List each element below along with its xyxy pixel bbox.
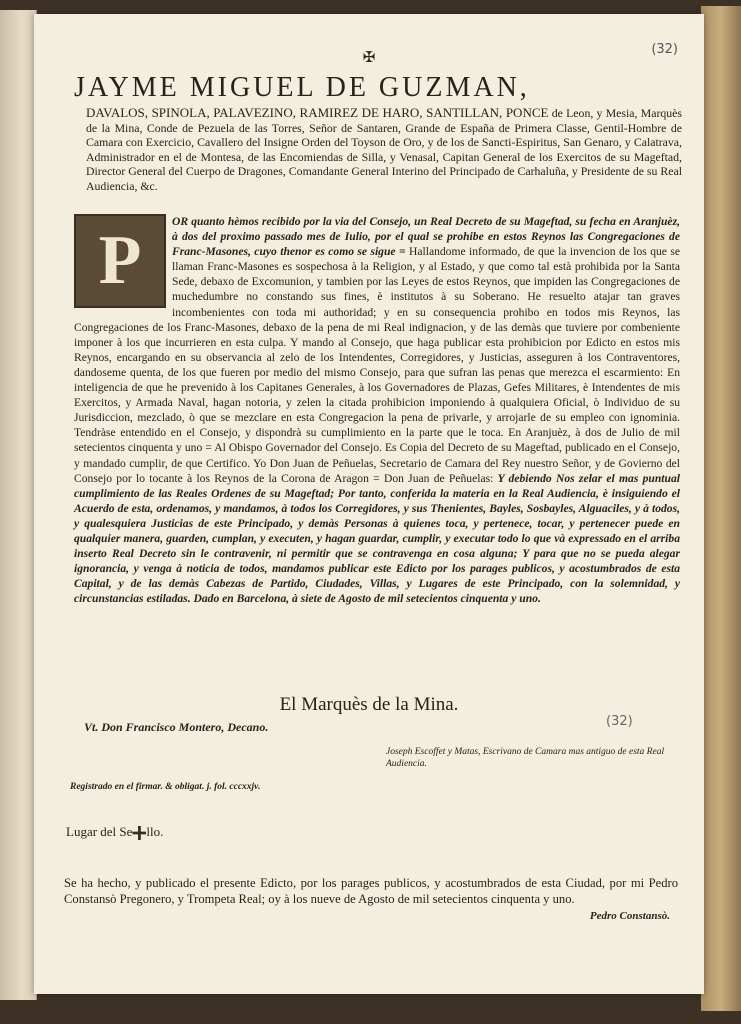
decorated-initial: P: [74, 214, 166, 308]
body-italic-close: Y debiendo Nos zelar el mas puntual cumplimiento de las Reales Ordenes de su Mageftad; Por tanto, conferida la materia en la Real Audiencia, è insiguiendo el Acuerdo de esta, ordenamos, y mandamos, à todos los Corregidores, y sus Thenientes, Bayles, Sosbayles, Alguaciles, y à todos, y qualesquiera Justicias de este Principado, y demàs Personas à quienes toca, y pertenece, tocar, y pertenecer puede en qualquier manera, guarden, cumplan, y executen, y hagan guardar, cumplir, y executar todo lo que và expressado en el arriba inserto Real Decreto sin le contravenir, ni permitir que se contravenga en cosa alguna; Y para que no se pueda alegar ignorancia, y venga à noticia de todos, mandamos publicar este Edicto por los parages publicos, y acostumbrados de esta Capital, y de las demàs Cabezas de Partido, Ciudades, Villas, y Lugares de este Principado, con la solemnidad, y circunstancias estiladas. Dado en Barcelona, à siete de Agosto de mil setecientos cinquenta y uno.: [74, 471, 680, 606]
book-edge-right: [701, 6, 741, 1011]
titles-rest: de Leon, y Mesia, Marquès de la Mina, Conde de Pezuela de las Torres, Señor de Santaren, Grande de España de Primera Classe, Gentil-Hombre de Camara con Exercicio, Cavallero del Insigne Orden del Toyson de Oro, y de los de Sancti-Espiritus, San Genaro, y Calatrava, Administrador en el de Montesa, de las Encomiendas de Silla, y Venasal, Capitan General de los Exercitos de su Mageftad, Director General del Cuerpo de Dragones, Comandante General Interino del Principado de Carhaluña, y Presidente de su Real Audiencia, &c.: [86, 106, 683, 193]
crier-signature: Pedro Constansò.: [589, 910, 670, 922]
folio-pencil-lower: (32): [606, 714, 633, 729]
seal-place-prefix: Lugar del Se: [66, 824, 133, 839]
signature-main: El Marquès de la Mina.: [279, 694, 459, 715]
escrivano-signature: Joseph Escoffet y Matas, Escrivano de Camara mas antiguo de esta Real Audiencia.: [386, 747, 665, 769]
publication-note: Se ha hecho, y publicado el presente Edicto, por los parages publicos, y acostumbrados de esta Ciudad, por mi Pedro Constansò Pregonero, y Trompeta Real; oy à los nueve de Agosto de mil setecientos cinquenta y uno.: [64, 876, 678, 906]
decano-signature: Vt. Don Francisco Montero, Decano.: [84, 720, 269, 734]
seal-icon: [132, 826, 146, 840]
cross-icon: ✠: [362, 50, 376, 66]
seal-place: [66, 824, 163, 840]
page-title: JAYME MIGUEL DE GUZMAN,: [74, 72, 530, 103]
body-roman: Hallandome informado, de que la invencion de los que se llaman Franc-Masones es sospechosa à la Religion, y al Estado, y que como tal està prohibida por la Santa Sede, debaxo de Excomunion, y tambien por las Leyes de estos Reynos, que impiden las Congregaciones de muchedumbre no constando sus fines, è institutos à su Soberano. He resuelto atajar tan graves incombenientes con toda mi authoridad; y en su consequencia prohibo en todos mis Reynos, las Congregaciones de los Franc-Masones, debaxo de la pena de mi Real indignacion, y de las demàs que tuviere por combeniente imponer à los que incurrieren en esta culpa. Y mando al Consejo, que haga publicar esta prohibicion por Edicto en estos mis Reynos, encargando en su observancia al zelo de los Intendentes, Corregidores, y Justicias, asseguren à los Contraventores, dandoseme quenta, de los que fueren por medio del mismo Consejo, para que sufran las penas que merezca el escarmiento: En inteligencia de que he prevenido à los Capitanes Generales, à los Governadores de Plazas, Gefes Militares, è Intendentes de mis Exercitos, y Armada Naval, hagan notoria, y zelen la citada prohibicion imponiendo à qualquiera Oficial, ò Individuo de su Jurisdiccion, mezclado, ò que se mezclare en esta Congregacion la pena de privarle, y arrojarle de su empleo con ignominia. Tendràse entendido en el Consejo, y dispondrà su cumplimiento en la parte que le toca. En Aranjuèz, à dos de Julio de mil setecientos cinquenta y uno = Al Obispo Governador del Consejo. Es Copia del Decreto de su Mageftad, publicado en el Consejo, y mandado cumplir, de que Certifico. Yo Don Juan de Peñuelas, Secretario de Camara del Rey nuestro Señor, y de Govierno del Consejo por lo tocante à los Reynos de la Corona de Aragon = Don Juan de Peñuelas:: [74, 245, 681, 485]
seal-place-suffix: llo.: [146, 824, 164, 839]
document-page: [34, 14, 704, 994]
book-edge-left: [0, 10, 37, 1000]
titles-lead: DAVALOS, SPINOLA, PALAVEZINO, RAMIREZ DE HARO, SANTILLAN, PONCE: [86, 105, 549, 120]
registration-note: Registrado en el firmar. & obligat. j. fol. cccxxjv.: [70, 782, 261, 792]
body-italic-open: OR quanto hèmos recibido por la via del Consejo, un Real Decreto de su Mageftad, su fecha en Aranjuèz, à dos del proximo passado mes de Iulio, por el qual se prohibe en estos Reynos las Congregaciones de Franc-Masones, cuyo thenor es como se sigue =: [172, 215, 680, 259]
folio-number: (32): [651, 42, 678, 57]
edict-body: [74, 214, 680, 606]
titles-block: [86, 106, 682, 194]
